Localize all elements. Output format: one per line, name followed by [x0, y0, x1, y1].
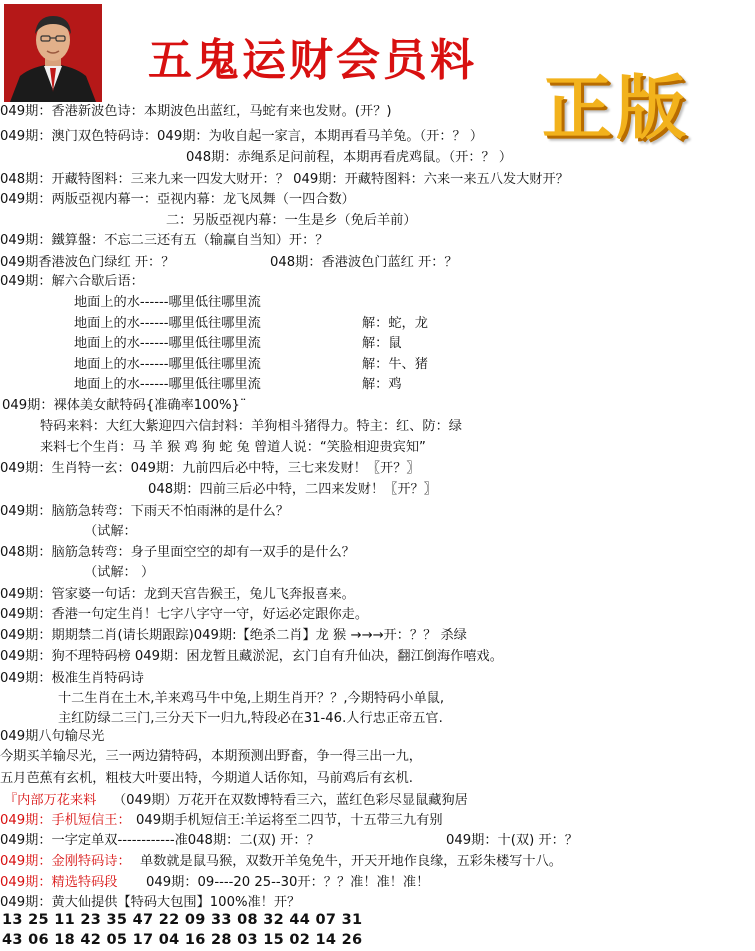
text-line: 049期手机短信王:羊运将至二四节，十五带三九有别 — [136, 813, 443, 828]
text-line: 五月芭蕉有玄机，粗枝大叶要出特，今期道人话你知，马前鸡后有玄机. — [0, 771, 414, 786]
text-line: 地面上的水------哪里低往哪里流 — [74, 357, 261, 372]
text-line: 主红防绿二三门,三分天下一归九,特段必在31-46.人行忠正帝五官. — [58, 711, 443, 726]
text-line: 049期：十(双) 开：？ — [446, 833, 578, 848]
text-line-highlight: 『内部万花来料 — [4, 793, 97, 808]
text-line: 今期买羊输尽光，三一两边猜特码，本期预测出野畜，争一得三出一九， — [0, 749, 422, 764]
text-line: 049期：一字定单双------------准048期：二(双) 开：？ — [0, 833, 320, 848]
text-line: 049期：澳门双色特码诗：049期：为收自起一家言，本期再看马羊兔。（开：？ ） — [0, 129, 484, 144]
text-line: 049期：裸体美女献特码{准确率100%}¨ — [2, 398, 247, 413]
text-line: 048期：脑筋急转弯：身子里面空空的却有一双手的是什么？ — [0, 545, 355, 560]
text-line: 049期：黄大仙提供【特码大包围】100%准！开？ — [0, 895, 301, 910]
text-line: 048期：赤绳系足问前程，本期再看虎鸡鼠。（开：？ ） — [186, 150, 513, 165]
text-line: 049期：脑筋急转弯：下雨天不怕雨淋的是什么？ — [0, 504, 289, 519]
text-line: 地面上的水------哪里低往哪里流 — [74, 295, 261, 310]
text-line: 048期：香港波色门蓝红 开：？ — [270, 255, 458, 270]
text-line: 049期：解六合歇后语： — [0, 274, 144, 289]
text-line: 解：鸡 — [362, 377, 402, 392]
text-line: 来料七个生肖：马 羊 猴 鸡 狗 蛇 兔 曾道人说：“笑脸相迎贵宾知” — [40, 440, 426, 455]
text-line: 单数就是鼠马猴，双数开羊兔免牛，开天开地作良缘，五彩朱楼写十八。 — [140, 854, 562, 869]
portrait-photo — [4, 4, 102, 102]
text-line: （试解： — [84, 524, 137, 539]
portrait-icon — [4, 4, 102, 102]
text-line: 解：蛇，龙 — [362, 316, 428, 331]
text-line-highlight: 049期：金刚特码诗： — [0, 854, 131, 869]
text-line: 解：牛、猪 — [362, 357, 428, 372]
text-line: 049期：香港一句定生肖！七字八字守一守，好运必定跟你走。 — [0, 607, 369, 622]
text-line: 地面上的水------哪里低往哪里流 — [74, 316, 261, 331]
text-line: 049期：狗不理特码榜 049期：困龙暂且藏淤泥，玄门自有升仙决，翻江倒海作嘻戏。 — [0, 649, 503, 664]
text-line: 049期：管家婆一句话：龙到天宫告猴王，兔儿飞奔报喜来。 — [0, 587, 355, 602]
text-line: 048期：开藏特图料：三来九来一四发大财开：？ 049期：开藏特图料：六来一来五八发大财开？ — [0, 172, 569, 187]
text-line: 049期：香港新波色诗：本期波色出蓝红，马蛇有来也发财。(开？) — [0, 104, 392, 119]
text-line: 地面上的水------哪里低往哪里流 — [74, 336, 261, 351]
text-line: 地面上的水------哪里低往哪里流 — [74, 377, 261, 392]
text-line: 特码来料：大红大紫迎四六信封料：羊狗相斗猪得力。特主：红、防：绿 — [40, 419, 462, 434]
text-line-highlight: 049期：精选特码段 — [0, 875, 118, 890]
number-row: 43 06 18 42 05 17 04 16 28 03 15 02 14 26 — [2, 932, 363, 948]
text-line: 049期：鐵算盤：不忘二三还有五（输赢自当知）开：？ — [0, 233, 329, 248]
text-line: 049期：极准生肖特码诗 — [0, 671, 144, 686]
text-line: 049期：期期禁二肖(请长期跟踪)049期:【绝杀二肖】龙 猴 →→→开：？？ 杀绿 — [0, 628, 467, 643]
text-line: 二：另版亞视内幕：一生是乡（免后羊前） — [166, 213, 417, 228]
text-line: 049期：两版亞视内幕一：亞视内幕：龙飞凤舞（一四合数） — [0, 192, 355, 207]
text-line: 解：鼠 — [362, 336, 402, 351]
text-line: 049期八句输尽光 — [0, 729, 105, 744]
text-line: 049期香港波色门绿红 开：？ — [0, 255, 175, 270]
text-line: （049期）万花开在双数博特看三六，蓝红色彩尽显鼠藏狗居 — [113, 793, 468, 808]
text-line: 十二生肖在土木,羊来鸡马牛中兔,上期生肖开？？,今期特码小单鼠, — [58, 691, 445, 706]
text-line: 049期：09----20 25--30开：？？准！准！准！ — [146, 875, 430, 890]
text-line: 049期：生肖特一玄：049期：九前四后必中特，三七来发财！〖开？〗 — [0, 461, 420, 476]
text-line: 048期：四前三后必中特，二四来发财！〖开？〗 — [148, 482, 437, 497]
number-row: 13 25 11 23 35 47 22 09 33 08 32 44 07 31 — [2, 912, 363, 928]
zhengban-stamp: 正版 — [542, 67, 690, 149]
text-line: （试解： ） — [84, 565, 155, 580]
page-title: 五鬼运财会员料 — [148, 35, 477, 86]
text-line-highlight: 049期：手机短信王： — [0, 813, 131, 828]
